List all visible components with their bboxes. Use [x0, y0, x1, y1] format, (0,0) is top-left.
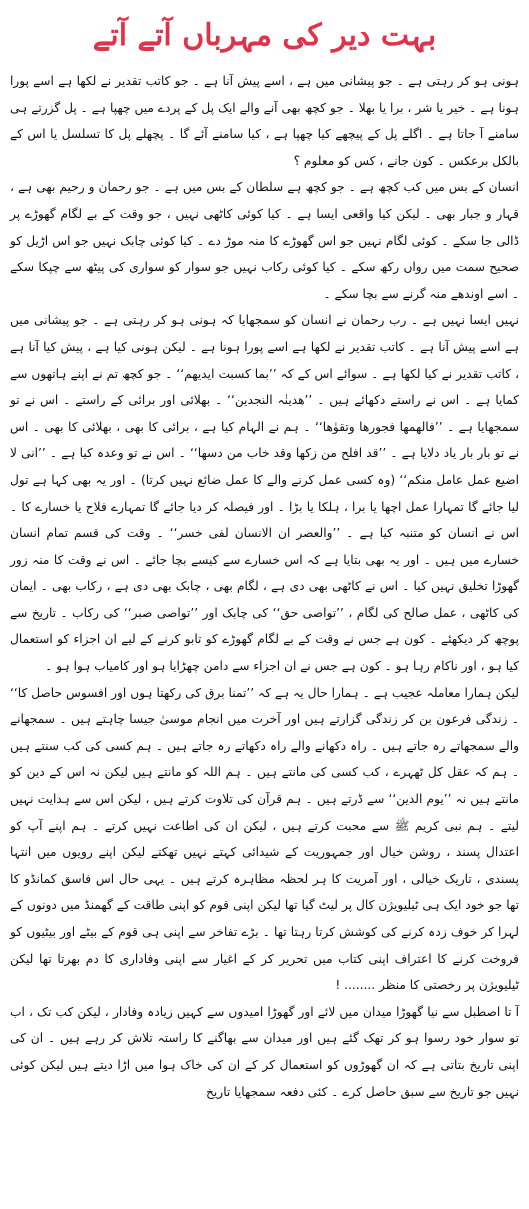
article-paragraph-2: انسان کے بس میں کب کچھ ہے ۔ جو کچھ ہے سلطان کے بس میں ہے ۔ جو رحمان و رحیم بھی ہے ، قہار و جبار بھی ۔ لیکن کیا واقعی ایسا ہے ۔ کیا کوئی کاٹھی نہیں ، جو وقت کے بے لگام گھوڑے پر ڈالی جا سکے ۔ کوئی لگام نہیں جو اس گھوڑے کا منہ موڑ دے ۔ کیا کوئی چابک نہیں جو اس اڑیل کو صحیح سمت میں رواں رکھ سکے ۔ کیا کوئی رکاب نہیں جو سوار کو سواری کی پیٹھ سے چپکا سکے ۔ اسے اوندھے منہ گرنے سے بچا سکے ۔: [10, 180, 519, 301]
article-paragraph-5: آ تا اصطبل سے نیا گھوڑا میدان میں لائے اور گھوڑا امیدوں سے کہیں زیادہ وفادار ، لیکن کب تک ، اب تو سوار خود رسوا ہو کر تھک گئے ہیں اور میدان سے بھاگنے کا راستہ تلاش کر رہے ہیں ۔ ان کی اپنی تاریخ بتاتی ہے کہ ان گھوڑوں کو استعمال کر کے ان کی خاک ہوا میں اڑا دیتے ہیں لیکن کوئی نہیں جو تاریخ سے سبق حاصل کرے ۔ کئی دفعہ سمجھایا تاریخ: [10, 1004, 519, 1099]
article-title: بہت دیر کی مہرباں آتے آتے: [92, 18, 437, 53]
article-paragraph-4: لیکن ہمارا معاملہ عجیب ہے ۔ ہمارا حال یہ ہے کہ ’’تمنا برق کی رکھتا ہوں اور افسوس حاصل کا‘‘ ۔ زندگی فرعون بن کر زندگی گزارتے ہیں اور آخرت میں انجام موسیٰ جیسا چاہتے ہیں ۔ سمجھانے والے سمجھاتے رہ جاتے ہیں ۔ راہ دکھانے والے راہ دکھاتے رہ جاتے ہیں ۔ ہم کسی کی کب سنتے ہیں ۔ ہم کہ عقل کل ٹھہرے ، کب کسی کی مانتے ہیں ۔ ہم اللہ کو مانتے ہیں لیکن نہ اس کے دین کو مانتے ہیں نہ ’’یوم الدین‘‘ سے ڈرتے ہیں ۔ ہم قرآن کی تلاوت کرتے ہیں ، لیکن اس سے ہدایت نہیں لیتے ۔ ہم نبی کریم ﷺ سے محبت کرتے ہیں ، لیکن ان کی اطاعت نہیں کرتے ۔ ہم اپنے آپ کو اعتدال پسند ، روشن خیال اور جمہوریت کے شیدائی کہتے نہیں تھکتے لیکن اپنے رویوں میں انتہا پسندی ، تاریک خیالی ، اور آمریت کا ہر لحظہ مظاہرہ کرتے ہیں ۔ یہی حال اس فاسق کمانڈو کا تھا جو خود ایک ہی ٹیلیویژن کال پر لیٹ گیا تھا لیکن اپنی قوم کو اپنی طاقت کے گھمنڈ میں دونوں کے لہرا کر خوف زدہ کرنے کی کوشش کرتا رہتا تھا ۔ بڑے تفاخر سے اپنی ہی قوم کے بیٹے اور بیٹیوں کو فروخت کرنے کا اعتراف اپنی کتاب میں تحریر کر کے اغیار سے اپنی وفاداری کا دم بھرتا تھا لیکن ٹیلیویژن پر رخصتی کا منظر ........ !: [10, 685, 519, 993]
article-paragraph-1: ہونی ہو کر رہتی ہے ۔ جو پیشانی میں ہے ، اسے پیش آنا ہے ۔ جو کاتب تقدیر نے لکھا ہے اسے پورا ہونا ہے ۔ خیر یا شر ، برا یا بھلا ۔ جو کچھ بھی آنے والے ایک پل کے پردے میں چھپا ہے ۔ پل گزرتے ہی سامنے آ جاتا ہے ۔ اگلے پل کے پیچھے کیا چھپا ہے ، کیا سامنے آئے گا ۔ پچھلے پل کا تسلسل یا اس کے بالکل برعکس ۔ کون جانے ، کس کو معلوم ؟: [10, 74, 519, 168]
article-paragraph-3: نہیں ایسا نہیں ہے ۔ رب رحمان نے انسان کو سمجھایا کہ ہونی ہو کر رہتی ہے ۔ جو پیشانی میں ہے اسے پیش آنا ہے ۔ کاتب تقدیر نے لکھا ہے اسے پورا ہونا ہے ۔ لیکن ہونی کیا ہے ، پیش کیا آنا ہے ، کاتب تقدیر نے کیا لکھا ہے ۔ سوائے اس کے کہ ’’بما کسبت ایدیھم‘‘ ۔ جو کچھ تم نے اپنے ہاتھوں سے کمایا ہے ۔ اس نے راستے دکھائے ہیں ۔ ’’ھدینٰہ النجدین‘‘ ۔ بھلائی اور برائی کے راستے ۔ اس نے تو سمجھایا ہے ۔ ’’فالھمھا فجورھا وتقوٰھا‘‘ ۔ ہم نے الہام کیا ہے ، برائی کا بھی ، بھلائی کا بھی ۔ اس نے تو بار بار یاد دلایا ہے ۔ ’’قد افلح من زکھا وقد خاب من دسھا‘‘ ۔ اس نے تو وعدہ کیا ہے ۔ ’’انی لا اضیع عمل عامل منکم‘‘ (وہ کسی عمل کرنے والے کا عمل ضائع نہیں کرتا) ۔ اور یہ بھی کہا ہے تول لیا جائے گا تمہارا عمل اچھا یا برا ، ہلکا یا بڑا ۔ اور فیصلہ کر دیا جائے گا تمہارے فلاح یا خسارے کا ۔ اس نے انسان کو متنبہ کیا ہے ۔ ’’والعصر ان الانسان لفی خسر‘‘ ۔ وقت کی قسم تمام انسان خسارے میں ہیں ۔ اور یہ بھی بتایا ہے کہ اس خسارے سے کیسے بچا جائے ۔ اس نے وقت کا منہ زور گھوڑا تخلیق نہیں کیا ۔ اس نے کاٹھی بھی دی ہے ، لگام بھی ، چابک بھی دی ہے ، رکاب بھی ۔ ایمان کی کاٹھی ، عمل صالح کی لگام ، ’’تواصی حق‘‘ کی چابک اور ’’تواصی صبر‘‘ کی رکاب ۔ تاریخ سے پوچھ کر دیکھئے ۔ کون ہے جس نے وقت کے بے لگام گھوڑے کو تابو کرنے کے لیے ان اجزاء کو استعمال کیا ہو ، اور ناکام رہا ہو ۔ کون ہے جس نے ان اجزاء سے دامن چھڑایا ہو اور کامیاب ہوا ہو ۔: [10, 313, 519, 674]
